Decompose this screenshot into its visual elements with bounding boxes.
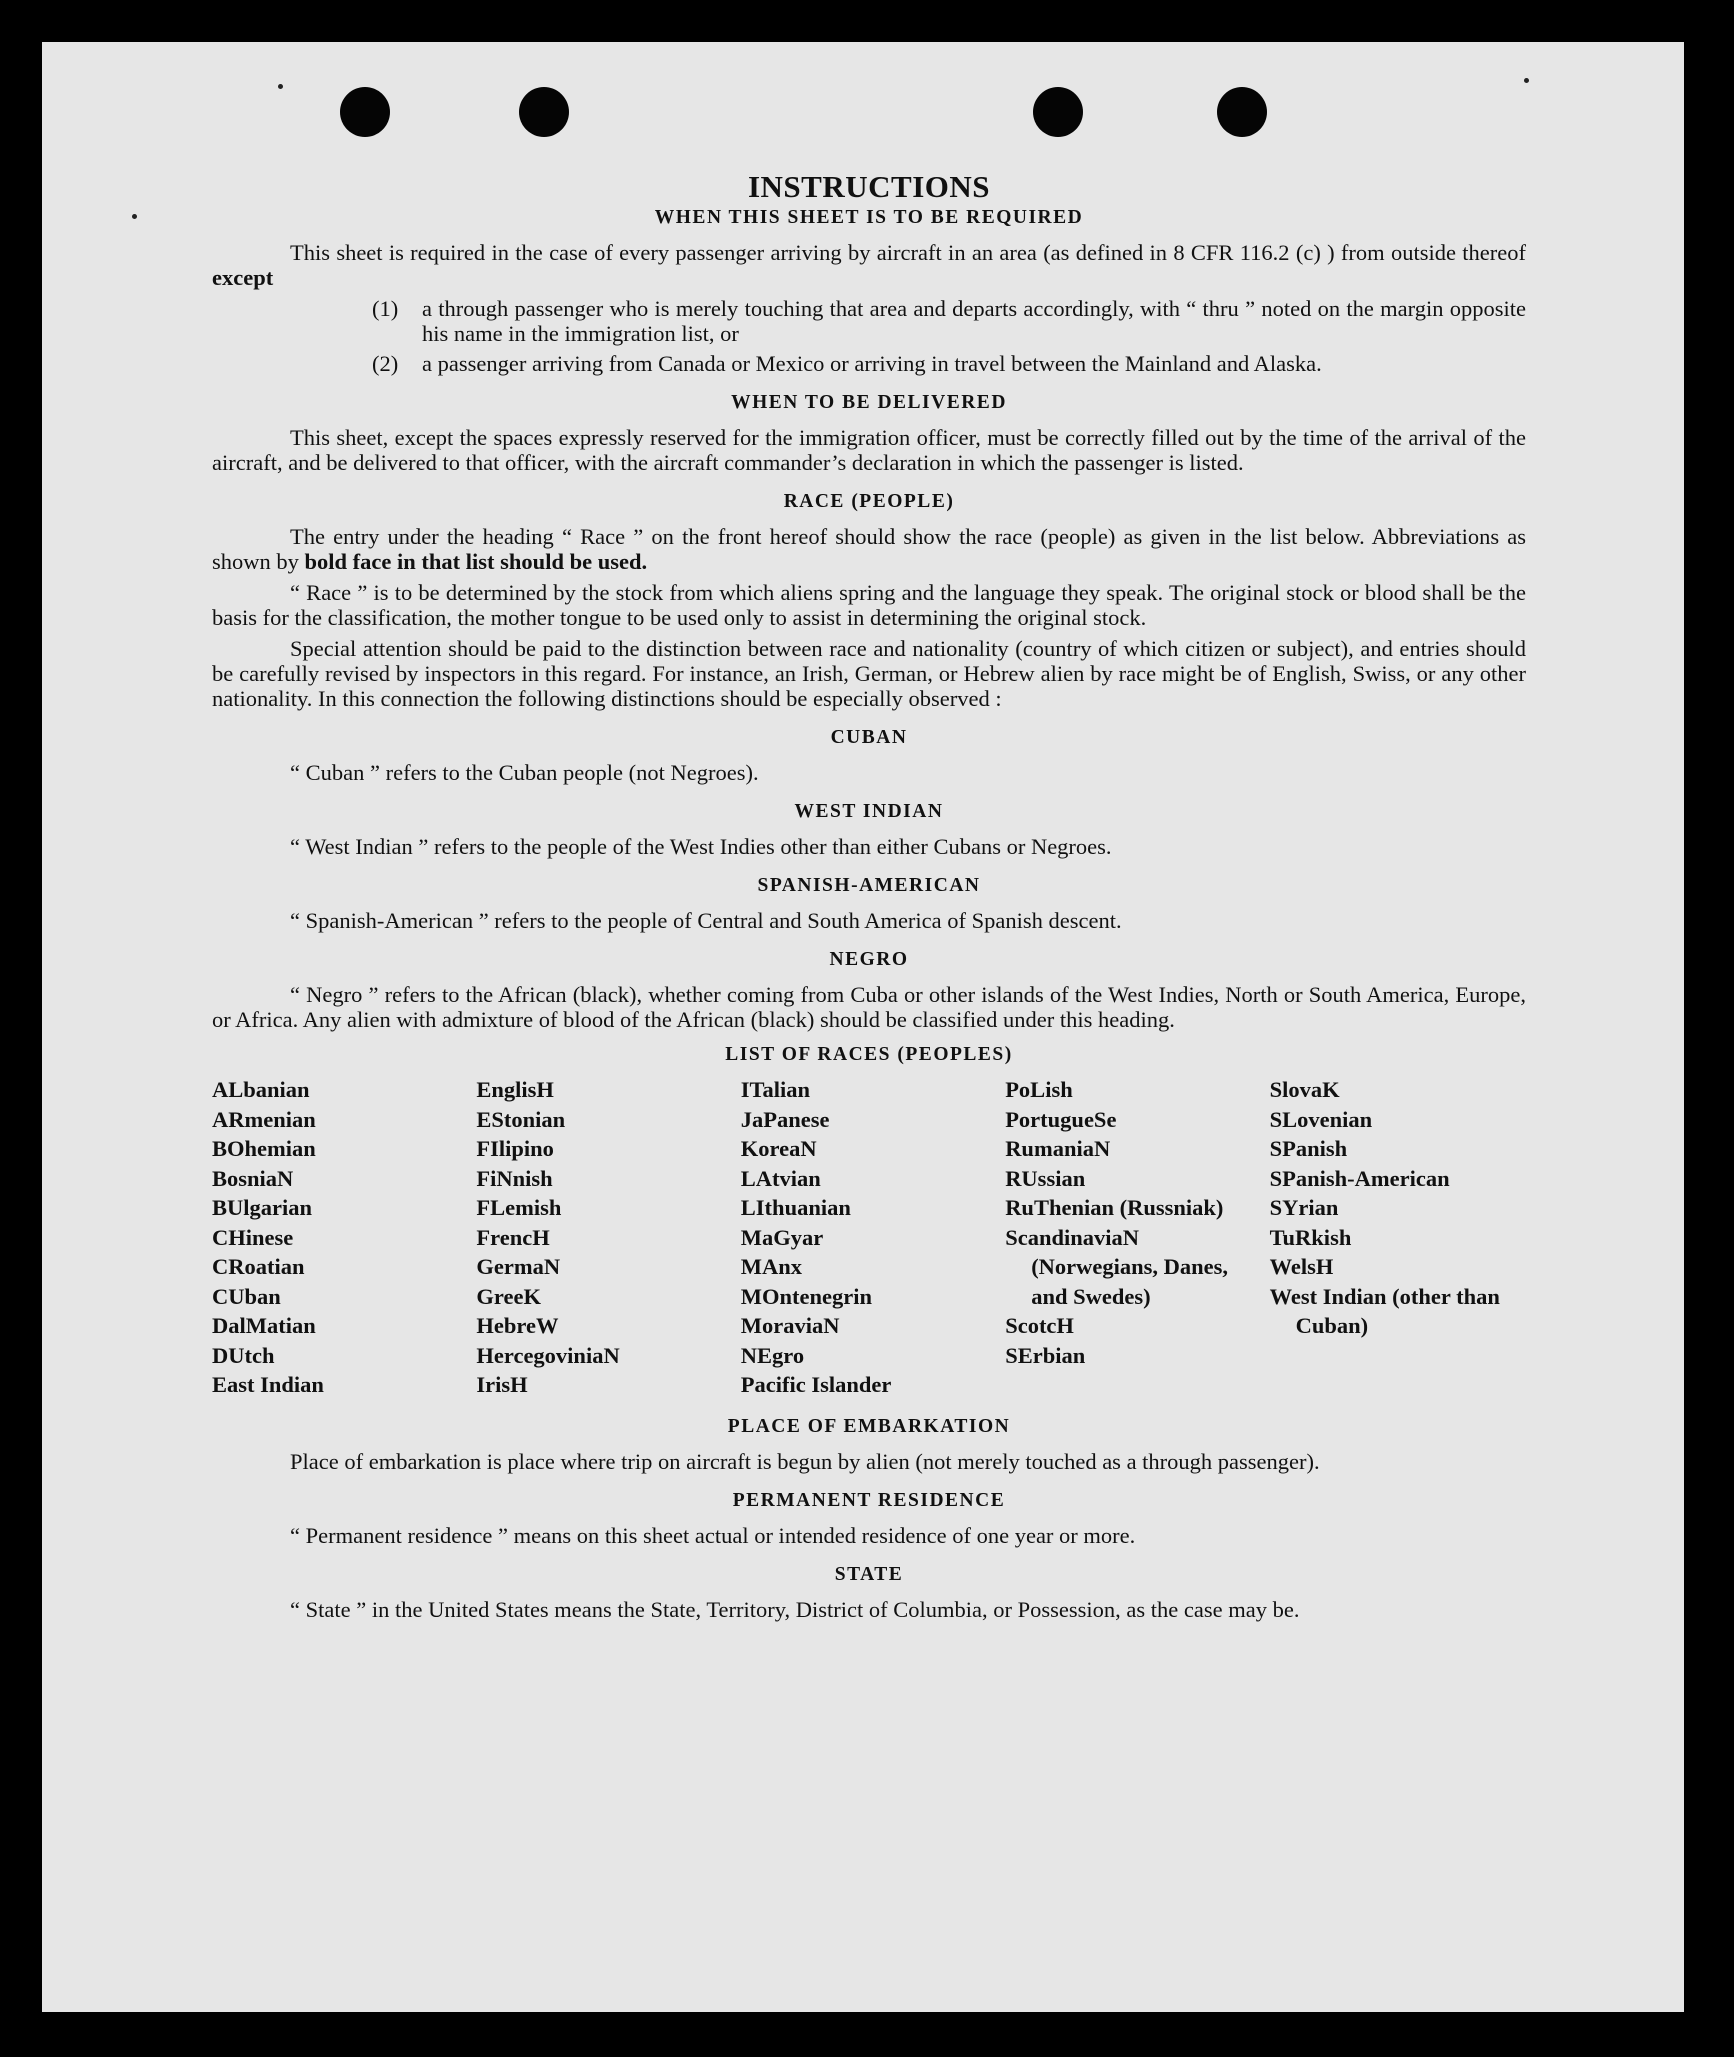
- race-item: FiNnish: [476, 1165, 553, 1191]
- item-number: (1): [372, 296, 399, 321]
- race-item: East Indian: [212, 1372, 324, 1397]
- list-item: [372, 296, 1526, 346]
- paragraph: “ Cuban ” refers to the Cuban people (not Negroes).: [290, 760, 759, 785]
- race-item: TuRkish: [1269, 1224, 1352, 1250]
- section-heading: PLACE OF EMBARKATION: [727, 1415, 1011, 1437]
- section-heading: WHEN TO BE DELIVERED: [731, 392, 1007, 413]
- speck: [1524, 78, 1529, 83]
- document-sheet: [42, 42, 1684, 2012]
- race-item: ScotcH: [1005, 1313, 1074, 1338]
- page-title: INSTRUCTIONS: [747, 169, 990, 204]
- race-item: JaPanese: [740, 1106, 830, 1132]
- race-column: [741, 1075, 997, 1400]
- paragraph: “ Spanish-American ” refers to the people of Central and South America of Spanish descent.: [290, 908, 1122, 933]
- paragraph: “ Race ” is to be determined by the stock from which aliens spring and the language they speak. The original stock or blood shall be the basis for the classification, the mother tongue to be used only to assist in determining the original stock.: [212, 580, 1526, 630]
- race-item: BUlgarian: [212, 1195, 313, 1220]
- race-item: PoLish: [1005, 1077, 1073, 1102]
- race-item: Pacific Islander: [740, 1372, 892, 1397]
- paragraph: “ State ” in the United States means the State, Territory, District of Columbia, or Possession, as the case may be.: [290, 1596, 1300, 1622]
- race-item: SYrian: [1269, 1195, 1339, 1220]
- race-item: BosniaN: [212, 1165, 294, 1191]
- race-item: LIthuanian: [740, 1195, 851, 1220]
- list-heading: LIST OF RACES (PEOPLES): [725, 1044, 1013, 1065]
- section-heading: NEGRO: [829, 949, 909, 970]
- list-item: [372, 351, 1526, 376]
- instructions-content: [212, 169, 1526, 1628]
- race-item: EnglisH: [476, 1077, 554, 1102]
- race-item: SPanish-American: [1269, 1165, 1450, 1191]
- race-item: WelsH: [1269, 1254, 1334, 1279]
- section-heading: SPANISH-AMERICAN: [757, 875, 981, 896]
- item-text: a passenger arriving from Canada or Mexico or arriving in travel between the Mainland and Alaska.: [422, 351, 1322, 376]
- race-item: SPanish: [1269, 1136, 1348, 1161]
- paragraph: “ West Indian ” refers to the people of the West Indies other than either Cubans or Negroes.: [290, 834, 1112, 859]
- race-column: [1270, 1075, 1526, 1400]
- punch-hole: [1033, 87, 1083, 137]
- except-word: except: [212, 265, 274, 290]
- section-heading: CUBAN: [830, 727, 908, 748]
- race-item: HercegoviniaN: [476, 1342, 620, 1368]
- race-item: MOntenegrin: [740, 1283, 873, 1309]
- race-item: RumaniaN: [1005, 1136, 1111, 1161]
- paragraph: Special attention should be paid to the distinction between race and nationality (country of which citizen or subject), and entries should be carefully revised by inspectors in this regard. For instance, an Irish, German, or Hebrew alien by race might be of English, Swiss, or any other nationality. In this connection the following distinctions should be especially observed :: [212, 636, 1526, 711]
- race-item: IrisH: [476, 1372, 528, 1397]
- item-text: a through passenger who is merely touching that area and departs accordingly, with “ thru ” noted on the margin opposite his name in the immigration list, or: [422, 296, 1526, 346]
- race-item: NEgro: [740, 1342, 805, 1368]
- race-list: [212, 1075, 1526, 1400]
- race-item: SErbian: [1005, 1342, 1086, 1368]
- bold-face-text: bold face: [304, 549, 392, 574]
- race-item: KoreaN: [740, 1136, 817, 1161]
- speck: [278, 84, 283, 89]
- paragraph: The entry under the heading “ Race ” on the front hereof should show the race (people) as given in the list below. Abbreviations as shown by bold face in that list should be used.: [212, 524, 1526, 574]
- race-item: FIlipino: [476, 1136, 554, 1161]
- race-item: DUtch: [212, 1342, 275, 1368]
- race-column: [212, 1075, 468, 1400]
- section-heading: RACE (PEOPLE): [783, 491, 955, 512]
- exception-list: [212, 296, 1526, 376]
- race-item: MaGyar: [740, 1224, 824, 1250]
- race-item: ITalian: [740, 1077, 811, 1102]
- race-item: LAtvian: [740, 1165, 821, 1191]
- race-item: DalMatian: [212, 1313, 316, 1338]
- section-heading: WEST INDIAN: [794, 801, 944, 822]
- race-item: EStonian: [476, 1106, 566, 1132]
- race-item: RUssian: [1005, 1165, 1086, 1191]
- race-item: CUban: [212, 1283, 281, 1309]
- race-item: ARmenian: [212, 1106, 316, 1132]
- race-item: HebreW: [476, 1313, 559, 1338]
- race-item: SLovenian: [1269, 1106, 1373, 1132]
- race-item: CHinese: [212, 1224, 294, 1250]
- item-number: (2): [372, 351, 399, 376]
- race-item: MAnx: [740, 1254, 803, 1279]
- race-item: MoraviaN: [740, 1313, 840, 1338]
- race-column: [1005, 1075, 1261, 1400]
- race-item: FLemish: [476, 1195, 562, 1220]
- race-item: GreeK: [476, 1283, 541, 1309]
- race-item: BOhemian: [212, 1136, 316, 1161]
- race-item: PortugueSe: [1005, 1106, 1117, 1132]
- punch-hole: [519, 87, 569, 137]
- paragraph: “ Permanent residence ” means on this sheet actual or intended residence of one year or more.: [290, 1522, 1136, 1548]
- race-item: ScandinaviaN (Norwegians, Danes, and Swedes): [1005, 1224, 1229, 1309]
- section-heading: WHEN THIS SHEET IS TO BE REQUIRED: [654, 207, 1084, 228]
- punch-hole: [1217, 87, 1267, 137]
- paragraph: This sheet, except the spaces expressly reserved for the immigration officer, must be correctly filled out by the time of the arrival of the aircraft, and be delivered to that officer, with the aircraft commander’s declaration in which the passenger is listed.: [212, 425, 1526, 475]
- paragraph: Place of embarkation is place where trip on aircraft is begun by alien (not merely touched as a through passenger).: [290, 1448, 1320, 1474]
- race-item: CRoatian: [212, 1254, 305, 1279]
- race-item: ALbanian: [212, 1077, 310, 1102]
- race-item: RuThenian (Russniak): [1005, 1195, 1224, 1220]
- race-item: SlovaK: [1269, 1077, 1340, 1102]
- race-item: GermaN: [476, 1254, 561, 1279]
- race-item: FrencH: [476, 1224, 550, 1250]
- paragraph: This sheet is required in the case of every passenger arriving by aircraft in an area (as defined in 8 CFR 116.2 (c) ) from outside thereof except: [212, 240, 1526, 290]
- paragraph: “ Negro ” refers to the African (black), whether coming from Cuba or other islands of the West Indies, North or South America, Europe, or Africa. Any alien with admixture of blood of the African (black) should be classified under this heading.: [212, 982, 1526, 1032]
- punch-hole: [340, 87, 390, 137]
- race-column: [476, 1075, 732, 1400]
- section-heading: STATE: [834, 1563, 904, 1585]
- speck: [132, 214, 137, 219]
- race-item: West Indian (other than Cuban): [1269, 1283, 1500, 1338]
- section-heading: PERMANENT RESIDENCE: [732, 1489, 1006, 1511]
